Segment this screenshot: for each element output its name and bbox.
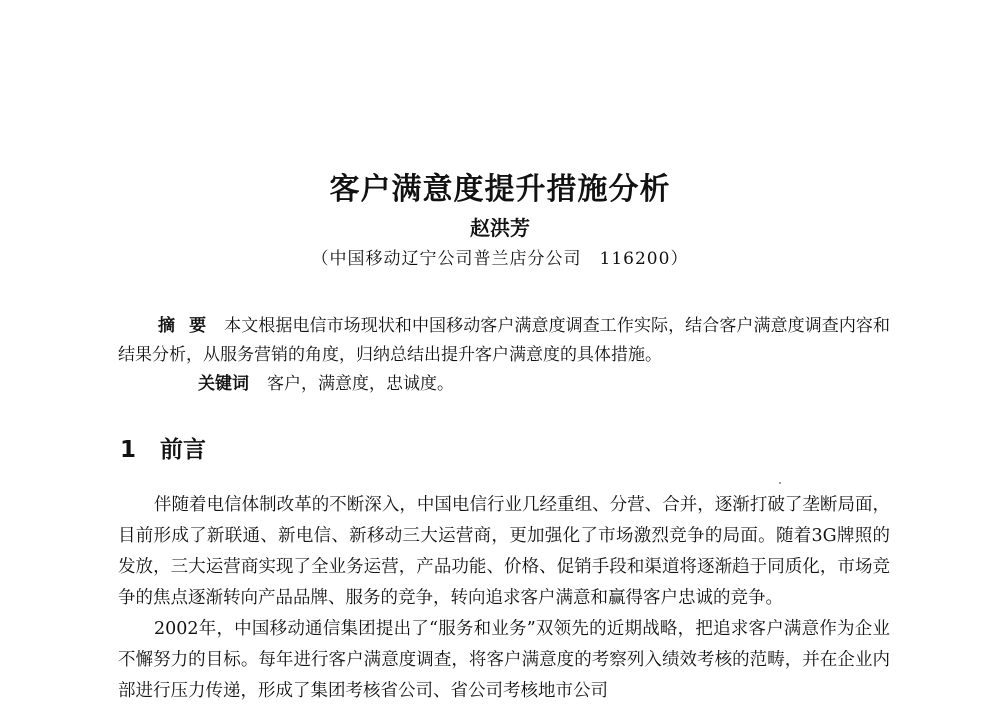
keywords-text: 客户，满意度，忠诚度。 xyxy=(267,374,454,394)
section-number: 1 xyxy=(120,437,137,463)
abstract-text: 本文根据电信市场现状和中国移动客户满意度调查工作实际，结合客户满意度调查内容和结果分析，从服务营销的角度，归纳总结出提升客户满意度的具体措施。 xyxy=(118,316,891,365)
abstract-label: 摘要 xyxy=(158,316,221,336)
abstract-paragraph xyxy=(118,312,890,370)
keywords-line xyxy=(118,370,890,399)
abstract-block xyxy=(118,312,890,399)
body-text xyxy=(118,490,890,707)
body-paragraph: 伴随着电信体制改革的不断深入，中国电信行业几经重组、分营、合并，逐渐打破了垄断局面，目前形成了新联通、新电信、新移动三大运营商，更加强化了市场激烈竞争的局面。随着3G牌照的发放，三大运营商实现了全业务运营，产品功能、价格、促销手段和渠道将逐渐趋于同质化，市场竞争的焦点逐渐转向产品品牌、服务的竞争，转向追求客户满意和赢得客户忠诚的竞争。 xyxy=(118,495,890,608)
author-name: 赵洪芳 xyxy=(470,216,530,240)
section-heading xyxy=(120,434,206,466)
scan-speck xyxy=(779,482,781,484)
body-paragraph: 2002年，中国移动通信集团提出了“服务和业务”双领先的近期战略，把追求客户满意作为企业不懈努力的目标。每年进行客户满意度调查，将客户满意度的考察列入绩效考核的范畴，并在企业内部进行压力传递，形成了集团考核省公司、省公司考核地市公司 xyxy=(118,619,890,701)
keywords-label: 关键词 xyxy=(198,374,249,394)
section-title: 前言 xyxy=(160,437,206,463)
author-affiliation: （中国移动辽宁公司普兰店分公司 116200） xyxy=(311,249,689,269)
paper-title: 客户满意度提升措施分析 xyxy=(329,172,671,207)
